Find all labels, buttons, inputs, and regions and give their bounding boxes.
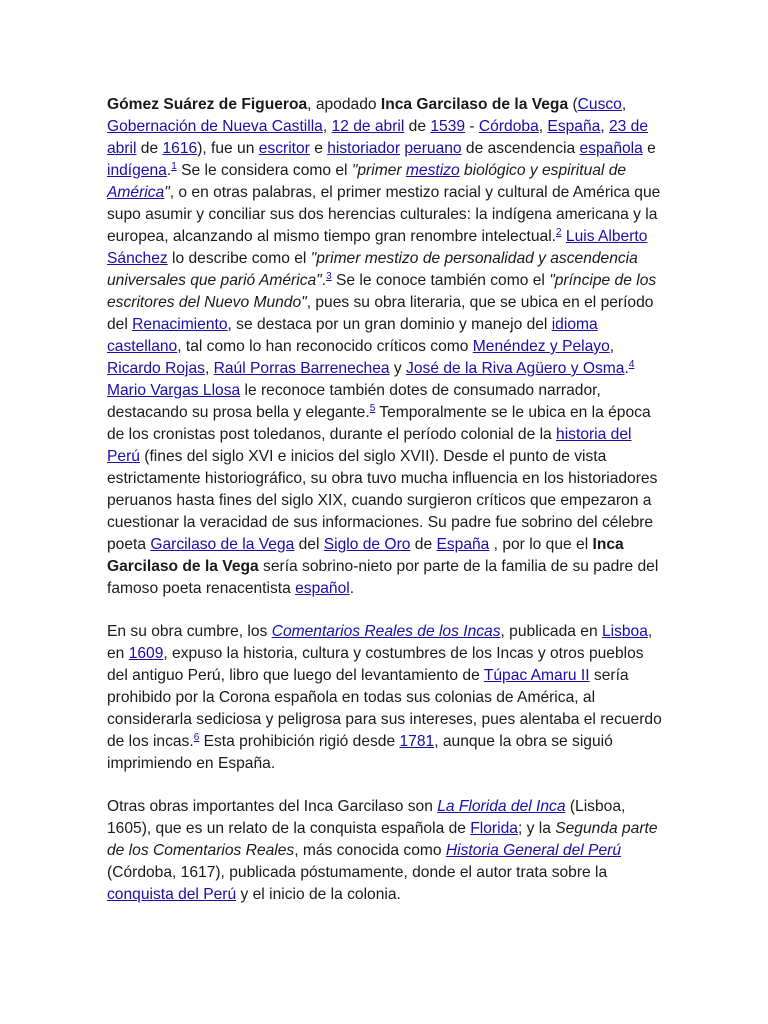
- text-run: .: [166, 162, 172, 179]
- link[interactable]: Luis Alberto Sánchez: [107, 228, 648, 267]
- text-run: lo describe como el: [167, 250, 311, 267]
- text-run: , expuso la historia, cultura y costumbres de los Incas y otros pueblos del antiguo Perú, libro que luego del levantamiento de: [107, 645, 644, 684]
- text-run: (: [568, 96, 578, 113]
- footnote-ref[interactable]: 1: [171, 161, 177, 172]
- text-run: Otras obras importantes del Inca Garcilaso son: [107, 798, 438, 815]
- text-run: biológico y espiritual de: [459, 162, 627, 179]
- text-run: , pues su obra literaria, que se ubica en el período del: [107, 294, 654, 333]
- link[interactable]: Túpac Amaru II: [483, 667, 590, 684]
- link[interactable]: español: [295, 580, 350, 597]
- link[interactable]: Lisboa: [601, 623, 648, 640]
- text-run: .: [349, 580, 355, 597]
- link[interactable]: Florida: [470, 820, 518, 837]
- text-run: Se le conoce también como el: [331, 272, 550, 289]
- text-run: Inca Garcilaso de la Vega: [107, 536, 624, 575]
- link[interactable]: 1539: [430, 118, 466, 135]
- footnote-ref[interactable]: 3: [326, 271, 332, 282]
- text-run: sería prohibido por la Corona española en todas sus colonias de América, al considerarla sediciosa y peligrosa para sus intereses, pues alentaba el recuerdo de los incas.: [107, 667, 662, 750]
- link[interactable]: España: [547, 118, 601, 135]
- link[interactable]: conquista del Perú: [107, 886, 237, 903]
- link[interactable]: Comentarios Reales de los Incas: [271, 623, 501, 640]
- link[interactable]: Raúl Porras Barrenechea: [213, 360, 390, 377]
- text-run: sería sobrino-nieto por parte de la familia de su padre del famoso poeta renacentista: [107, 558, 659, 597]
- footnote-ref[interactable]: 6: [193, 732, 200, 743]
- link[interactable]: indígena: [107, 162, 167, 179]
- link[interactable]: Historia General del Perú: [445, 842, 621, 859]
- footnote-ref[interactable]: 5: [369, 403, 376, 414]
- footnote-ref[interactable]: 4: [628, 359, 635, 370]
- text-run: (Lisboa, 1605), que es un relato de la conquista española de: [107, 798, 626, 837]
- text-run: "príncipe de los escritores del Nuevo Mundo": [107, 272, 657, 311]
- text-run: de: [136, 140, 163, 157]
- text-run: ; y la: [517, 820, 556, 837]
- text-run: "primer mestizo de personalidad y ascendencia universales que parió América": [107, 250, 638, 289]
- text-run: del: [294, 536, 324, 553]
- text-run: ,: [609, 338, 615, 355]
- link[interactable]: 1609: [128, 645, 164, 662]
- text-run: En su obra cumbre, los: [107, 623, 272, 640]
- text-run: ,: [322, 118, 332, 135]
- text-run: , aunque la obra se siguió imprimiendo en España.: [107, 733, 613, 772]
- text-run: Segunda parte de los Comentarios Reales: [107, 820, 658, 859]
- text-run: , apodado: [307, 96, 381, 113]
- text-run: , por lo que el: [489, 536, 593, 553]
- text-run: ": [164, 184, 170, 201]
- link[interactable]: La Florida del Inca: [437, 798, 566, 815]
- link[interactable]: peruano: [404, 140, 462, 157]
- link[interactable]: mestizo: [405, 162, 460, 179]
- text-run: ), fue un: [197, 140, 259, 157]
- text-run: , tal como lo han reconocido críticos como: [177, 338, 473, 355]
- text-run: "primer: [351, 162, 406, 179]
- link[interactable]: Gobernación de Nueva Castilla: [107, 118, 323, 135]
- link[interactable]: Ricardo Rojas: [107, 360, 205, 377]
- paragraph-1: [107, 94, 663, 600]
- text-run: , se destaca por un gran dominio y manejo del: [227, 316, 552, 333]
- text-run: e: [642, 140, 656, 157]
- footnote-ref[interactable]: 2: [556, 227, 562, 238]
- link[interactable]: 23 de abril: [107, 118, 649, 157]
- paragraph-2: [107, 621, 663, 775]
- paragraph-3: [107, 796, 663, 906]
- text-run: Temporalmente se le ubica en la época de los cronistas post toledanos, durante el período colonial de la: [107, 404, 651, 443]
- text-run: , en: [107, 623, 653, 662]
- link[interactable]: Garcilaso de la Vega: [150, 536, 295, 553]
- link[interactable]: 12 de abril: [331, 118, 405, 135]
- text-run: ,: [621, 96, 627, 113]
- document-page: [107, 94, 663, 927]
- text-run: ,: [600, 118, 609, 135]
- text-run: le reconoce también dotes de consumado narrador, destacando su prosa bella y elegante.: [107, 382, 601, 421]
- link[interactable]: escritor: [258, 140, 310, 157]
- link[interactable]: Renacimiento: [132, 316, 228, 333]
- text-run: Esta prohibición rigió desde: [199, 733, 400, 750]
- text-run: de: [404, 118, 431, 135]
- text-run: ,: [538, 118, 548, 135]
- text-run: de ascendencia: [461, 140, 580, 157]
- link[interactable]: José de la Riva Agüero y Osma: [406, 360, 625, 377]
- link[interactable]: Menéndez y Pelayo: [472, 338, 610, 355]
- text-run: y: [389, 360, 407, 377]
- text-run: -: [465, 118, 479, 135]
- link[interactable]: España: [436, 536, 490, 553]
- link[interactable]: Córdoba: [478, 118, 539, 135]
- text-run: .: [321, 272, 327, 289]
- text-run: Inca Garcilaso de la Vega: [380, 96, 569, 113]
- link[interactable]: Siglo de Oro: [323, 536, 411, 553]
- text-run: (fines del siglo XVI e inicios del siglo XVII). Desde el punto de vista estrictamente historiográfico, su obra tuvo mucha influencia en los historiadores peruanos hasta fines del siglo XIX, cuando surgieron críticos que empezaron a cuestionar la veracidad de sus informaciones. Su padre fue sobrino del célebre poeta: [107, 448, 658, 553]
- link[interactable]: 1616: [162, 140, 198, 157]
- text-run: , más conocida como: [294, 842, 446, 859]
- link[interactable]: América: [107, 184, 165, 201]
- link[interactable]: historia del Perú: [107, 426, 632, 465]
- text-run: Gómez Suárez de Figueroa: [107, 96, 308, 113]
- text-run: (Córdoba, 1617), publicada póstumamente, donde el autor trata sobre la: [107, 864, 608, 881]
- link[interactable]: Cusco: [577, 96, 622, 113]
- text-run: y el inicio de la colonia.: [236, 886, 401, 903]
- text-run: .: [624, 360, 629, 377]
- text-run: e: [309, 140, 328, 157]
- text-run: ,: [204, 360, 214, 377]
- text-run: Se le considera como el: [176, 162, 352, 179]
- text-run: de: [410, 536, 437, 553]
- link[interactable]: idioma castellano: [107, 316, 598, 355]
- link[interactable]: española: [579, 140, 643, 157]
- text-run: , o en otras palabras, el primer mestizo racial y cultural de América que supo asumir y conciliar sus dos herencias culturales: la indígena americana y la europea, alcanzando al mismo tiempo gran renombre intelectual.: [107, 184, 661, 245]
- link[interactable]: 1781: [399, 733, 435, 750]
- text-run: , publicada en: [500, 623, 602, 640]
- link[interactable]: Mario Vargas Llosa: [107, 382, 241, 399]
- link[interactable]: historiador: [327, 140, 401, 157]
